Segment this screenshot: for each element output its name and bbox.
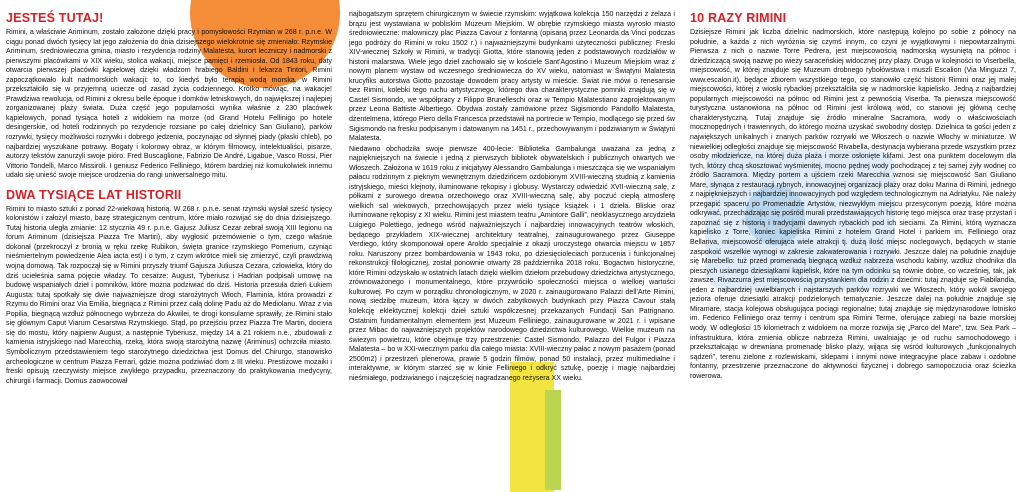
middle-body-part-1: najbogatszym sprzętem chirurgicznym w świecie rzymskim: wyjątkowa kolekcja 150 narzędzi z żelaza i brązu jest wystawiana w pobliskim Muzeum Miejskim. W obrębie rzymskiego miasta wyrosło miasto średniowieczne: malowniczy plac Piazza Cavour z fontanną (opisaną przez Leonarda da Vinci podczas jego podróży do Rimini w roku 1502 r.) i najważniejszymi budynkami użyteczności publicznej: Freski XIV-wiecznej Szkoły w Rimini, w tradycji Giotta, które stanowią jeden z podstawowych rozdziałów w historii malarstwa. Wiele jego dzieł zachowało się w kościele Sant'Agostino i Muzeum Miejskim wraz z nowym planem wystaw od wczesnego średniowiecza do XV wieku, natomiast w Świątyni Malatesta krucyfiks autorstwa Giotto pozostaje dowodem pracy artysty w mieście. Świat nie mówi o renesansie bez Rimini, kolebki tego ruchu artystycznego, którego dwa charakterystyczne pomniki znajdują się w Castel Sismondo, we współpracy z Filippo Brunelleschi oraz w Tempio Malatestiano zaprojektowanym przez Leona Battiste Albertiego. Obydwa zostały zamówione przez Sigismondo Pandolfo Malatesta, dżentelmena, którego Piero della Francesca przedstawił na portrecie w Tempio, modlącego się przed św Sigismondo na fresku podpisanym i datowanym na 1451 r., przechowywanym i podziwianym w Świątyni Malatesta. — [349, 11, 675, 143]
section-title-10-razy-rimini: 10 RAZY RIMINI — [690, 11, 787, 25]
section-body-dwa-tysiace: Rimini to miasto sztuki z ponad 22-wiekową historią. W 268 r. p.n.e. senat rzymski wysłał sześć tysięcy kolonistów i założył miasto, bazę strategicznym centrum, które miało rozwijać się do dnia dzisiejszego. Tutaj historia uległa zmianie: 12 stycznia 49 r. p.n.e. Gajusz Juliusz Cezar zebrał swoją XIII legionu na forum Ariminum (dzisiejsza Piazza Tre Martiri), aby wygłosić przemówienie o tym, czego właśnie dokonał (przekroczył z bronią w ręku rzekę Rubikon, święta granice rzymskiego Pomerium, czyniąc nieśmiertelnym powiedzenie Alea iacta est) i o tym, z czym wkrótce mieli się zmierzyć, czyli prawdziwą wojną domową. Tak rozpoczął się w Rimini przyszły triumf Gajusza Juliusza Cezara, człowieka, który do dziś uciełeśnia sama pojęcie władzy. To cesarze: August, Tyberiusz i Hadrian podpisali umowę na budowę wspaniałych dzieł i pomników, które można podziwiać do dziś. Historia przesuła dzień Łukiem Augusta: tutaj spotkały się dwie najważniejsze drogi starożytnych Włoch, Flaminia, która prowadzi z Rzymu do Rimini oraz Via Emilia, biegnąca z Rimini przez całą dolinę Padu aż do Mediolanu. Wraz z via Popilia, biegnącą wzdłuż północnego wybrzeża do Akwilei, te drogi konsularne sprawiły, że Rimini stało się głównym Caput Viarum Cesarstwa Rzymskiego. Stąd, po przejściu przez Piazza Tre Martiri, dociera się do mostu, który najpierw August, a następnie Tyberiusz, między 14 a 21 rokiem n.e., zbudowali z kamienia istryjskiego nad Marecchią, rzeką, która swoją starożytną nazwę (Ariminus) ochrzciła miasto. Symbolicznym przedstawieniem tego starożytnego dziedzictwa jest Domus del Chirurgo, stanowisko archeologiczne w centrum Piazza Ferrari, gdzie można podziwiać dom z III wieku. Prestiżowe mozaiki i freski opisują rzeczywisty miejsce zwykłego przypadku, przeznaczony do praktykowania medycyny, chirurgii i farmacji. Domus zaowocował — [6, 205, 332, 385]
middle-body-part-2: Niedawno obchodziła swoje pierwsze 400-lecie: Biblioteka Gambalunga uważana za jedną z najpiękniejszych na świecie i jedną z pierwszych bibliotek obywatelskich i publicznych otwartych we Włoszech. Założona w 1619 roku z inicjatywy Alessandro Gambalunga i mieszcząca się we wspaniałym pałacu rodzinnym z pięknym wewnętrznym dziedzińcem ozdobionym XVIII-wieczną studnią z kamienia istryjskiego, mieści klejnoty, iluminowane rękopisy i globusy. Wystarczy odwiedzić XVII-wieczną salę, z półkami z surowego drewna orzechowego oraz XVIII-wieczną salę, aby poczuć ciepłą atmosferę wielkich sal wiekowych, przechowujących przez wieki tysiące książek i 1 dzieła. Bliskie oraz iluminowane rękopisy z XI wieku. Rimini jest miastem teatru „Amintore Galli”, neoklasycznego arcydzieła Luigiego Polettiego, jednego wśród najważniejszych i najbardziej innowacyjnych teatrów włoskich, będącego przykładem XIX-wiecznej architektury teatralnej, zainaugurowanego przez Giuseppe Verdiego, który skomponował opere Aroldo specjalnie z okazji uroczystego otwarcia miejscu w 1857 roku. Naruszony przez bombardowania w 1943 roku, po dziesięcioleciach porzucenia i funkcjonalnej rekonstrukcji filologicznej, został ponownie otwarty 28 października 2018 roku. Bogactwo historyczne, które Rimini odzyskało w ostatnich latach dzięki wielkim dziełom przebudowy dziedzictwa artystycznego, zrównoważonego i monumentalnego, które przywróciło społeczności miejsca o wielkiej wartości kulturowej. Po czym w porządku chronologicznym, w 2020 r. zainaugurowano Palazzi dell'Arte Rimini, nową siedzibę muzeum, która łączy w dwóch zabytkowych budynkach przy Piazza Cavour stałą kolekcję eklektycznej kolekcji dzieł sztuki współczesnej przekazanych Fundacji San Patrignano. Ostatnim fundamentalnym elementem jest Muzeum Felliniego, zainaugurowane w 2021 r. i wpisane przez Mibac do najważniejszych projektów narodowego dziedzictwa kulturowego. Wielkie muzeum na świeżym powietrzu, które obejmuje trzy przestrzenie: Castel Sismondo, Palazzo del Fulgor i Piazza Malatesta – bo w XXI-wiecznym parku dla całego miasta: XVIII-wieczny pałac z nowym pasażem (ponad 2500m2) i przestrzeń plenerowa, prawie 5 godzin filmów, ponad 50 instalacji, przez multimedialne i interaktywne, w którym starzeć się w kinie Felliniego i odkryć sztukę, poezję i magię najbardziej nieśmiałego, podziwianego i najczęściej nagradzanego reżysera XX wieku. — [349, 145, 675, 382]
left-column — [6, 10, 332, 471]
section-body-10-razy-rimini: Dzisiejsze Rimini jak liczba dzielnic nadmorskich, które następują kolejno po sobie z północy na południe, a każda z nich wyróżnia się czymś innym, co czyni je wyjątkowymi i niepowtarzalnymi. Pierwsza z nich o nazwie Torre Pedrera, jest miejscowością nadmorską wysuniętą na północ i dziedziczącą swoją nazwę po wieży saraceńskiej widocznej przy plaży. Druga w kolejności to Viserbella, miejscowość, w której znajduje się Muzeum drobnego rybołówstwa i muszli Escalion (Via Minguzzi 7, www.escalon.it), będące zbiorem wszystkiego tego, co stanowiło część historii Rimini oraz jej małej miejscowości, której z wioski rybackiej przekształciła się w nadmorskie kąpielisko. Jedną z najbardziej popularnych miejscowości na północ od Rimini jest z pewnością Viserba. Ta pierwsza miejscowość turystyczna ustanowiona na północ od Rimini jest królową wód, co stanowi jej główną cechę charakterystyczną. Tutaj znajduje się źródło mineralne Sacramora, wody o właściwościach mocznopędnych i trawiennych, do którego można uzyskać swobodny dostęp. Dzielnica ta gości jeden z największych unikalnych i znanych parków rozrywki we Włoszech o nazwie Włochy w miniaturze. W niewielkiej odległości znajduje się miejscowość Rivabella, destynacja wybierana przede wszystkim przez osoby młodzieńcze, na której duża plaża i morze osłonięte klifami. Jest ona punktem docelowym dla tych, którzy chcą skosztować wyśmienitej, mocno pędnej wody pochodzącej z tej samej żyły wodnej co źródło Sacramora. Między portem a ujściem rzeki Marecchia wznosi się miejscowość San Giuliano Mare, słynąca z restauracji rybnych, innowacyjnej organizacji plaży oraz doku Marina di Rimini, jednego z najpiękniejszych i najbardziej innowacyjnych pod względem technologicznym na Adriatyku. Nie należy przegapić spaceru po Promenadzie Artystów, niezwykłym miejscu przesyconym poezją, które można odkrywać, przechadzając się pośród murali przedstawiających historię tego miejsca oraz trasę przystań i zapoznać się z historią i tradycjami dawnych rybackich pod ich sieciami. Za Rimini, którą wyznacza kąpielisko z Torre, koniec kąpieliska Rimini z hotelem Grand Hotel i parkiem im. Felliniego oraz Bellariva, miejscowość oferująca wiele atrakcji tj. dużą ilość miejsc noclegowych, będących w stanie zaspokoić wszelkie wymogi w zakresie zakwaterowania i rozrywki. Jeszcze dalej na południe znajduje się Marebello: tuż przed promenadą biegnącą wzdłuż nabrzeża wschodu kabiny, wzdłuż chodnika dla pieszych usianego dziesiątkami kąpielisk, które na tym odcinku są równie dobre, co wcześniej, tak, jak zawsze. Rivazzurra jest miejscowością przystankiem dla rodzin z dziećmi: tutaj znajduje się Fiabilandia, jeden z najbardziej uwielbianych i najstarszych parków rozrywki we Włoszech, który wokół swojego jeziora oferuje dziesiątki atrakcji podzielonych tematycznie. Jeszcze dalej na południe znajduje się Miramare, stacja kolejowa obsługująca pociągi regionalne; tutaj znajduje się międzynarodowe lotnisko im. Federico Felliniego oraz termy i centrum spa Rimini Terme, oferujące zabiegi na bazie morskiej wody. W odległości 15 kilometrach z widokiem na morze rozwija się „Parco del Mare”, tzw. Sea Park – infrastruktura, która zmienia oblicze nabrzeża Rimini, uwalniając je od ruchu samochodowego i przekształcając w drewniana promenadę blisko plaży, wijąca się wśród kulturowych „funkcjonalnych sądzeń”, terenu zielone z rozlewiskami, sklepami i innymi nowe integracyjne place zabaw i ozdobne fontanny, przestrzenie przeznaczone do aktywności fizycznej i dobrego samopoczucia oraz ścieżka rowerowa. — [690, 29, 1016, 380]
section-title-dwa-tysiace: DWA TYSIĄCE LAT HISTORII — [6, 187, 182, 202]
section-body-jestes-tutaj: Rimini, a właściwie Ariminum, zostało założone dzięki pracy i pomysłowości Rzymian w 268 r. p.n.e. W ciągu ponad dwóch tysięcy lat jego założenia do dnia dzisiejszego wielokrotnie się zmieniało: Rzymskie Ariminum, średniowieczna gmina, miasto i rezydencja rodziny Malatesta, kurort leczniczy i nadmorski z pierwszymi placówkami w XIX wieku, stolica wakacji, miejsce pamięci i rzemiosła. Od 1843 roku, daty otwarcia pierwszej placówki kąpielowej dzięki władzom hrabiego Baldini i lekarza Tintori, Rimini zapoczątkowało kult nadmorskich wakacji: to, co kiedyś było terapią wodą morską, w Rimini przekształciło się w przyjemną uciecze od zasad życia codziennego. Krótko mówiąc, na wakacje! Prawdziwa rewolucja, od Rimini z okresu belle époque i domków letniskowych, do największej i najlepiej zorganizowanej plaży świata. Duża część jego popularności wynika właśnie z 230 placówek kąpielowych, ponad tysiąca hoteli z widokiem na morze (od Grand Hotelu Fellinigo po hotele desingerskie, od hoteli rodzinnych po rezydencje rozsiane po całej dzielnicy San Giuliano), parków rozrywki, tysięcy możliwości rozrywki i dobrego jedzenia, poczynając od słynnej piady (płaski chleb), po najbardziej wyszukane potrawy. Bogaty i kolorowy obraz, w którym filmowcy, intelektualiści, pisarze, autorzy tekstów zanurzyli swoje pióro. Fred Buscaglione, Fabrizio De André, Ligabue, Vasco Rossi, Pier Vittorio Tondelli, Marco Missiroli. I geniusz Federico Felliniego, którem bardziej niż komukolwiek innemu udało się unieść swoje miejsce urodzenia do rangi uniwersalnego mitu. — [6, 29, 332, 180]
right-column — [690, 10, 1016, 471]
middle-column — [349, 10, 675, 471]
section-title-jestes-tutaj: JESTEŚ TUTAJ! — [6, 11, 104, 25]
